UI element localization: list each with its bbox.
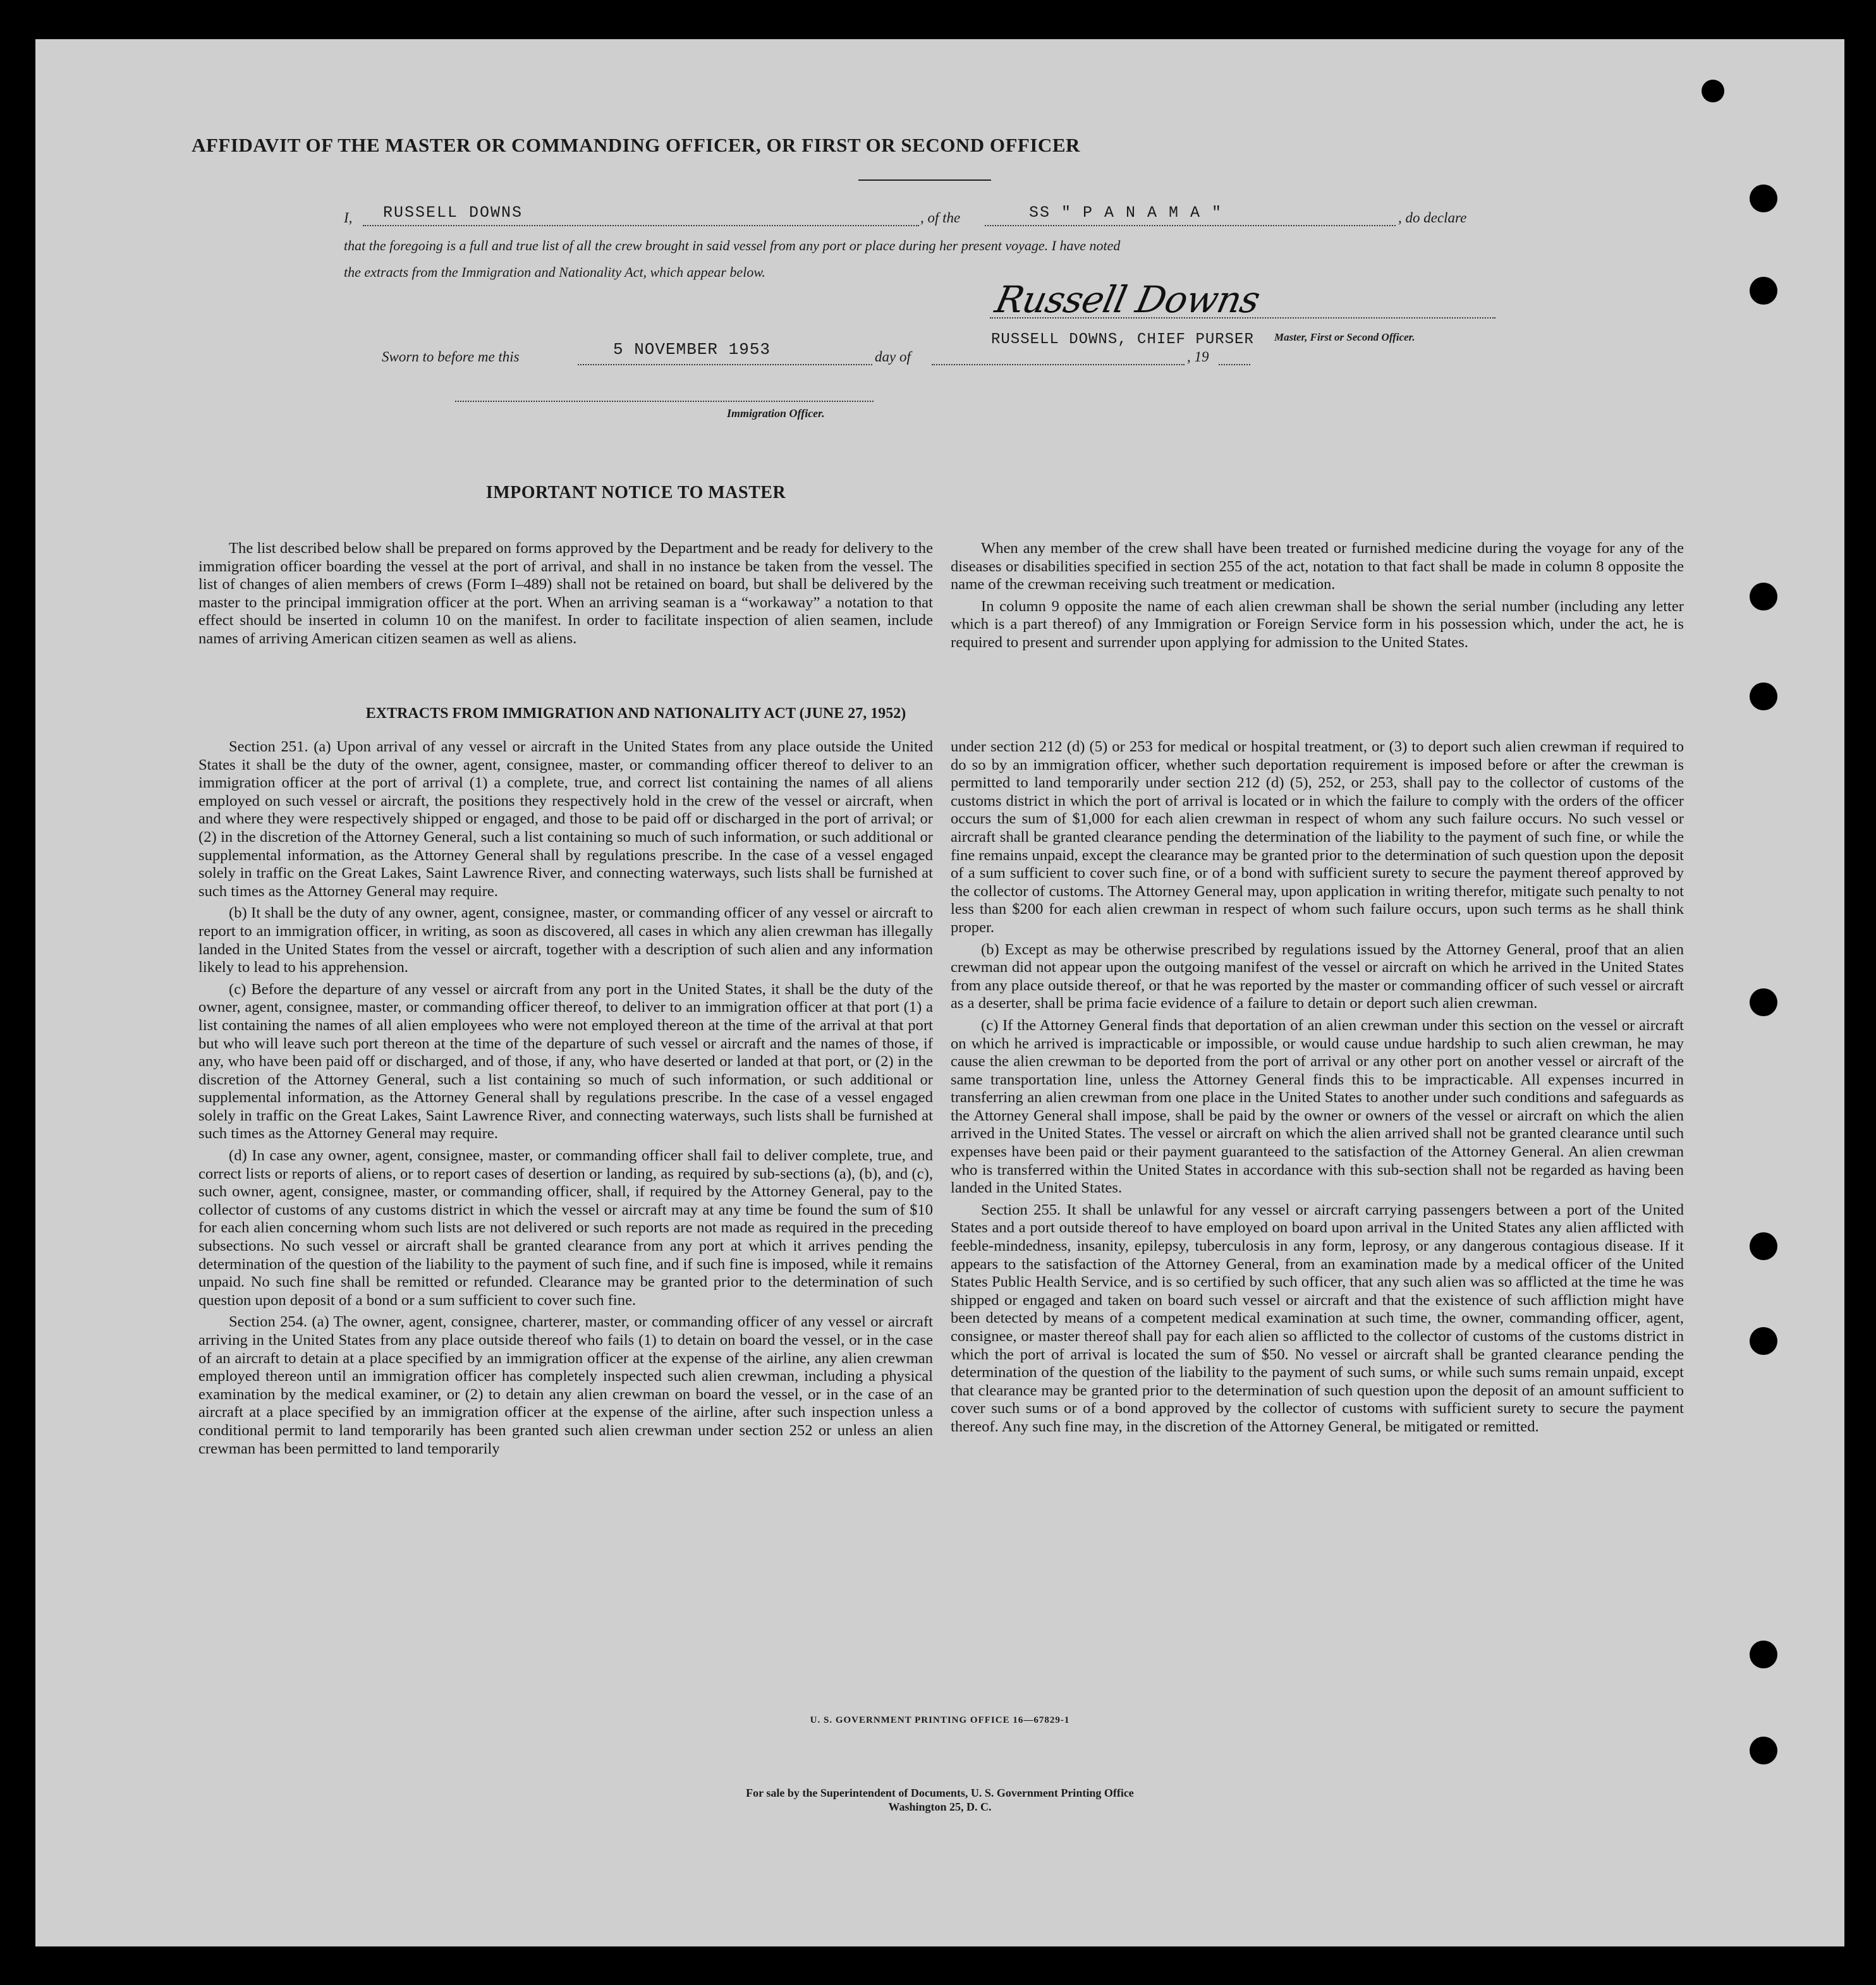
extract-paragraph: Section 254. (a) The owner, agent, consignee, charterer, master, or commanding officer of any vessel or aircraft arriving in the United States from any place outside thereof who fails (1) to detain on board the vessel, or in the case of an aircraft to detain at a place specified by an immigration officer at the expense of the airline, any alien crewman employed thereon until an immigration officer has completely inspected such alien crewman, including a physical examination by the medical examiner, or (2) to detain any alien crewman on board the vessel, or in the case of an aircraft at a place specified by an immigration officer at the expense of the airline, after such inspection unless a conditional permit to land temporarily has been granted such alien crewman under section 252 or unless an alien crewman has been permitted to land temporarily	[198, 1313, 933, 1457]
officer-typed-name: RUSSELL DOWNS, CHIEF PURSER	[991, 331, 1254, 348]
notice-right-column	[951, 540, 1684, 652]
vessel-name-field	[985, 205, 1396, 226]
notice-paragraph: When any member of the crew shall have been treated or furnished medicine during the voyage for any of the diseases or disabilities specified in section 255 of the act, notation to that fact shall be made in column 8 opposite the name of the crewman receiving such treatment or medication.	[951, 540, 1684, 593]
punch-hole	[1750, 1641, 1777, 1668]
immigration-officer-caption: Immigration Officer.	[727, 407, 825, 420]
declare-mid: , of the	[920, 210, 961, 226]
notice-paragraph: In column 9 opposite the name of each alien crewman shall be shown the serial number (including any letter which is a part thereof) of any Immigration or Foreign Service form in his possession which, under the act, he is required to present and surrender upon applying for admission to the United States.	[951, 597, 1684, 651]
document-page	[35, 39, 1844, 1946]
extract-paragraph: (b) Except as may be otherwise prescribed by regulations issued by the Attorney General, proof that an alien crewman did not appear upon the outgoing manifest of the vessel or aircraft on which he arrived in the United States from any place outside thereof, or that he was reported by the master or commanding officer of such vessel or aircraft as a deserter, shall be prima facie evidence of a failure to detain or deport such alien crewman.	[951, 940, 1684, 1012]
extract-paragraph: (c) Before the departure of any vessel or aircraft from any port in the United States, it shall be the duty of the owner, agent, consignee, master, or commanding officer thereof, to deliver to an immigration officer at that port (1) a list containing the names of all alien employees who were not employed thereon at the time of the arrival at that port but who will leave such port thereon at the time of the departure of such vessel or aircraft and the names of those, if any, who have been paid off or discharged, and of those, if any, who have deserted or landed at that port, or (2) in the discretion of the Attorney General, such a list containing so much of such information, or such additional or supplemental information, as the Attorney General shall by regulations prescribe. In the case of a vessel engaged solely in traffic on the Great Lakes, Saint Lawrence River, and connecting waterways, such lists shall be furnished at such times as the Attorney General may require.	[198, 980, 933, 1143]
notice-left-column	[198, 540, 933, 648]
extracts-left-column	[198, 738, 933, 1458]
sworn-date: 5 NOVEMBER 1953	[613, 340, 771, 359]
declare-suffix: , do declare	[1398, 210, 1467, 226]
officer-name-field	[363, 205, 919, 226]
sworn-year-field	[1219, 343, 1250, 365]
officer-caption: Master, First or Second Officer.	[1274, 331, 1415, 343]
sworn-year-label: , 19	[1187, 349, 1209, 365]
officer-signature: Russell Downs	[991, 278, 1264, 321]
extracts-title: EXTRACTS FROM IMMIGRATION AND NATIONALITY ACT (JUNE 27, 1952)	[365, 705, 906, 722]
declare-line3: the extracts from the Immigration and Nationality Act, which appear below.	[344, 264, 765, 280]
immigration-officer-line	[455, 401, 874, 402]
gpo-imprint: U. S. GOVERNMENT PRINTING OFFICE 16—67829-1	[810, 1715, 1070, 1725]
extract-paragraph: (d) In case any owner, agent, consignee, master, or commanding officer shall fail to deliver complete, true, and correct lists or reports of aliens, or to report cases of desertion or landing, as required by sub-sections (a), (b), and (c), such owner, agent, consignee, master, or commanding officer, shall, if required by the Attorney General, pay to the collector of customs of any customs district in which the vessel or aircraft may at any time be found the sum of $10 for each alien concerning whom such lists are not delivered or such reports are not made as required in the preceding subsections. No such vessel or aircraft shall be granted clearance from any port at which it arrives pending the determination of the question of the liability to the payment of such fine, and if such fine is imposed, while it remains unpaid. No such fine shall be remitted or refunded. Clearance may be granted prior to the determination of such question upon deposit of a bond or a sum sufficient to cover such fine.	[198, 1147, 933, 1309]
punch-hole	[1750, 683, 1777, 710]
sworn-day-label: day of	[875, 349, 911, 365]
extract-paragraph: Section 255. It shall be unlawful for any vessel or aircraft carrying passengers between a port of the United States and a port outside thereof to have employed on board upon arrival in the United States any alien afflicted with feeble-mindedness, insanity, epilepsy, tuberculosis in any form, leprosy, or any dangerous contagious disease. If it appears to the satisfaction of the Attorney General, from an examination made by a medical officer of the United States Public Health Service, and is so certified by such officer, that any such alien was so afflicted at the time he was shipped or engaged and taken on board such vessel or aircraft and that the existence of such affliction might have been detected by means of a competent medical examination at such time, the owner, commanding officer, agent, consignee, or master thereof shall pay for each alien so afflicted to the collector of customs of the customs district in which the port of arrival is located the sum of $50. No vessel or aircraft shall be granted clearance pending the determination of the question of the liability to the payment of such sums, or while such sums remain unpaid, except that clearance may be granted prior to the determination of such question upon the deposit of an amount sufficient to cover such sums or of a bond approved by the collector of customs with sufficient surety to secure the payment thereof. Any such fine may, in the discretion of the Attorney General, be mitigated or remitted.	[951, 1201, 1684, 1435]
affidavit-title: AFFIDAVIT OF THE MASTER OR COMMANDING OFFICER, OR FIRST OR SECOND OFFICER	[192, 134, 1080, 156]
declare-line2: that the foregoing is a full and true list of all the crew brought in said vessel from any port or place during her present voyage. I have noted	[344, 238, 1121, 253]
sworn-month-field	[932, 343, 1185, 365]
extracts-right-column	[951, 738, 1684, 1436]
sworn-date-field	[578, 340, 872, 365]
title-rule	[858, 179, 991, 181]
extract-paragraph: (c) If the Attorney General finds that deportation of an alien crewman under this section on the vessel or aircraft on which he arrived is impracticable or impossible, or would cause undue hardship to such alien crewman, he may cause the alien crewman to be deported from the port of arrival or any other port on another vessel or aircraft of the same transportation line, unless the Attorney General finds this to be impracticable. All expenses incurred in transferring an alien crewman from one place in the United States to another under such conditions and safeguards as the Attorney General shall impose, shall be paid by the owner or owners of the vessel or aircraft on which the alien arrived in the United States. The vessel or aircraft on which the alien arrived shall not be granted clearance until such expenses have been paid or their payment guaranteed to the satisfaction of the Attorney General. An alien crewman who is transferred within the United States in accordance with this sub-section shall not be regarded as having been landed in the United States.	[951, 1016, 1684, 1197]
notice-paragraph: The list described below shall be prepared on forms approved by the Department and be ready for delivery to the immigration officer boarding the vessel at the port of arrival, and shall in no instance be taken from the vessel. The list of changes of alien members of crews (Form I–489) shall not be retained on board, but shall be delivered by the master to the principal immigration officer at the port. When an arriving seaman is a “workaway” a notation to that effect should be inserted in column 10 on the manifest. In order to facilitate inspection of alien seamen, include names of arriving American citizen seamen as well as aliens.	[198, 540, 933, 647]
officer-name: RUSSELL DOWNS	[383, 203, 523, 222]
punch-hole	[1750, 988, 1777, 1016]
punch-hole	[1750, 583, 1777, 610]
declare-prefix: I,	[344, 210, 353, 226]
signature-line	[990, 317, 1495, 319]
sale-line-2: Washington 25, D. C.	[888, 1800, 992, 1813]
sale-line-1: For sale by the Superintendent of Documents, U. S. Government Printing Office	[746, 1787, 1134, 1799]
punch-hole	[1750, 277, 1777, 305]
extract-paragraph: (b) It shall be the duty of any owner, agent, consignee, master, or commanding officer of any vessel or aircraft to report to an immigration officer, in writing, as soon as discovered, all cases in which any alien crewman has illegally landed in the United States from the vessel or aircraft, together with a description of such alien and any information likely to lead to his apprehension.	[198, 904, 933, 976]
punch-hole	[1702, 80, 1724, 102]
punch-hole	[1750, 185, 1777, 212]
sworn-prefix: Sworn to before me this	[382, 349, 520, 365]
punch-hole	[1750, 1737, 1777, 1764]
extract-paragraph: under section 212 (d) (5) or 253 for medical or hospital treatment, or (3) to deport such alien crewman if required to do so by an immigration officer, whether such deportation requirement is imposed before or after the crewman is permitted to land temporarily under section 212 (d) (5), 252, or 253, shall pay to the collector of customs of the customs district in which the port of arrival is located or in which the failure to comply with the orders of the officer occurs the sum of $1,000 for each alien crewman in respect of whom any such failure occurs. No such vessel or aircraft shall be granted clearance pending the determination of the liability to the payment of such fine, or while the fine remains unpaid, except the clearance may be granted prior to the determination of such question upon the deposit of a sum sufficient to cover such fine, or of a bond with sufficient surety to secure the payment thereof approved by the collector of customs. The Attorney General may, upon application in writing therefor, mitigate such penalty to not less than $200 for each alien crewman in respect of whom such failure occurs, upon such terms as he shall think proper.	[951, 738, 1684, 936]
notice-title: IMPORTANT NOTICE TO MASTER	[485, 483, 786, 502]
extract-paragraph: Section 251. (a) Upon arrival of any vessel or aircraft in the United States from any place outside the United States it shall be the duty of the owner, agent, consignee, master, or commanding officer thereof to deliver to an immigration officer at the port of arrival (1) a complete, true, and correct list containing the names of all aliens employed on such vessel or aircraft, the positions they respectively hold in the crew of the vessel or aircraft, when and where they were respectively shipped or engaged, and those to be paid off or discharged in the port of arrival; or (2) in the discretion of the Attorney General, such a list containing so much of such information, or such additional or supplemental information, as the Attorney General shall by regulations prescribe. In the case of a vessel engaged solely in traffic on the Great Lakes, Saint Lawrence River, and connecting waterways, such lists shall be furnished at such times as the Attorney General may require.	[198, 738, 933, 900]
punch-hole	[1750, 1327, 1777, 1355]
punch-hole	[1750, 1232, 1777, 1260]
vessel-name: SS " P A N A M A "	[1029, 203, 1223, 222]
